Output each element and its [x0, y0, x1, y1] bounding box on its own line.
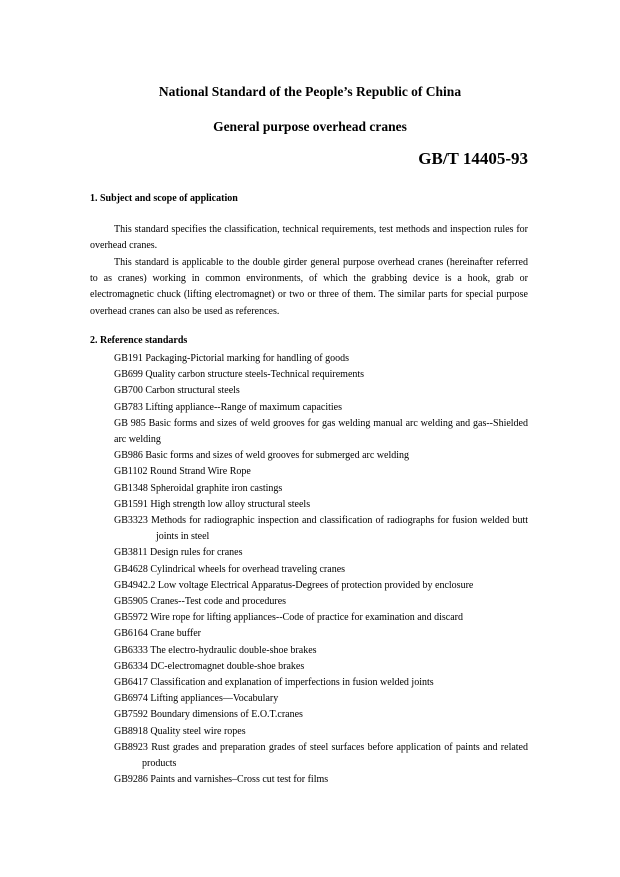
reference-item: GB8923 Rust grades and preparation grades of steel surfaces before application of paints and related products	[114, 741, 528, 770]
reference-item: GB1348 Spheroidal graphite iron castings	[114, 482, 283, 494]
section-2-heading: 2. Reference standards	[90, 335, 188, 346]
reference-item: GB986 Basic forms and sizes of weld grooves for submerged arc welding	[114, 450, 410, 462]
reference-item: GB5972 Wire rope for lifting appliances--Code of practice for examination and discard	[114, 612, 464, 624]
reference-item: GB1591 High strength low alloy structural steels	[114, 498, 311, 510]
reference-item: GB6974 Lifting appliances—Vocabulary	[114, 693, 279, 705]
reference-item: GB 985 Basic forms and sizes of weld grooves for gas welding manual arc welding and gas--Shielded arc welding	[114, 417, 528, 446]
reference-item: GB783 Lifting appliance--Range of maximum capacities	[114, 401, 342, 413]
standard-number: GB/T 14405-93	[418, 149, 528, 168]
section-1-paragraph-1: This standard specifies the classification, technical requirements, test methods and inspection rules for overhead cranes.	[90, 224, 528, 252]
document-title: National Standard of the People’s Republic of China	[158, 84, 462, 99]
reference-item: GB6334 DC-electromagnet double-shoe brakes	[114, 660, 305, 672]
reference-item: GB1102 Round Strand Wire Rope	[114, 466, 251, 478]
reference-item: GB7592 Boundary dimensions of E.O.T.cranes	[114, 709, 303, 721]
reference-item: GB8918 Quality steel wire ropes	[114, 725, 246, 737]
reference-item: GB191 Packaging-Pictorial marking for handling of goods	[114, 353, 349, 364]
reference-item: GB6164 Crane buffer	[114, 628, 202, 640]
reference-item: GB700 Carbon structural steels	[114, 385, 240, 397]
reference-list	[90, 351, 528, 788]
reference-item: GB3323 Methods for radiographic inspection and classification of radiographs for fusion welded butt joints in steel	[114, 515, 528, 543]
section-1-paragraph-2: This standard is applicable to the double girder general purpose overhead cranes (hereinafter referred to as cranes) working in common environments, of which the grabbing device is a hook, grab or electromagnetic chuck (lifting electromagnet) or two or three of them. The similar parts for special purpose overhead cranes can also be used as references.	[90, 257, 528, 317]
document-subtitle: General purpose overhead cranes	[213, 119, 407, 134]
reference-item: GB5905 Cranes--Test code and procedures	[114, 596, 287, 608]
reference-item: GB4628 Cylindrical wheels for overhead traveling cranes	[114, 563, 346, 575]
reference-item: GB699 Quality carbon structure steels-Technical requirements	[114, 369, 365, 381]
reference-item: GB3811 Design rules for cranes	[114, 547, 243, 559]
reference-item: GB9286 Paints and varnishes–Cross cut test for films	[114, 774, 329, 786]
reference-item: GB4942.2 Low voltage Electrical Apparatus-Degrees of protection provided by enclosure	[114, 579, 474, 591]
reference-item: GB6417 Classification and explanation of imperfections in fusion welded joints	[114, 677, 434, 689]
reference-item: GB6333 The electro-hydraulic double-shoe brakes	[114, 644, 317, 656]
section-1-heading: 1. Subject and scope of application	[90, 193, 238, 204]
